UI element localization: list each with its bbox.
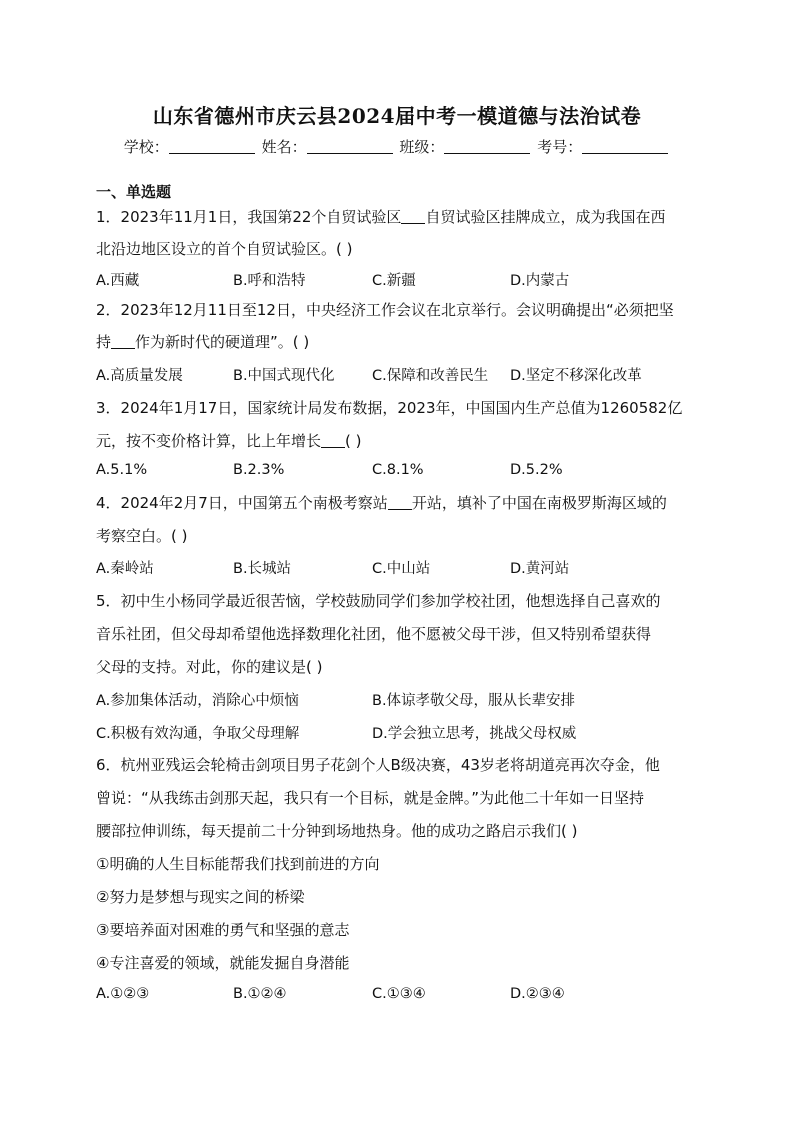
q6-option-c[interactable]: C.①③④ xyxy=(372,986,426,1002)
q4-option-c[interactable]: C.中山站 xyxy=(372,561,431,577)
q3-blank xyxy=(321,433,345,448)
q3-option-a[interactable]: A.5.1% xyxy=(96,462,148,478)
name-blank[interactable] xyxy=(307,139,393,154)
q5-option-c[interactable]: C.积极有效沟通，争取父母理解 xyxy=(96,726,300,742)
q1-blank xyxy=(401,209,425,224)
q3-text-a: 元，按不变价格计算，比上年增长 xyxy=(96,432,322,450)
q6-statement-1: ①明确的人生目标能帮我们找到前进的方向 xyxy=(96,855,380,873)
q6-line3: 腰部拉伸训练，每天提前二十分钟到场地热身。他的成功之路启示我们( ) xyxy=(96,822,578,840)
q4-line2: 考察空白。( ) xyxy=(96,527,188,545)
q6-statement-3: ③要培养面对困难的勇气和坚强的意志 xyxy=(96,921,350,939)
exam-title: 山东省德州市庆云县2024届中考一模道德与法治试卷 xyxy=(152,104,642,128)
student-info-line xyxy=(0,136,794,157)
q1-option-a[interactable]: A.西藏 xyxy=(96,273,140,289)
q2-option-a[interactable]: A.高质量发展 xyxy=(96,368,183,384)
q4-line1 xyxy=(96,492,667,513)
q2-text-b: 作为新时代的硬道理”。( ) xyxy=(135,333,310,351)
q5-line1: 5．初中生小杨同学最近很苦恼，学校鼓励同学们参加学校社团，他想选择自己喜欢的 xyxy=(96,592,661,610)
exam-number-label: 考号： xyxy=(537,138,583,156)
q1-option-c[interactable]: C.新疆 xyxy=(372,273,416,289)
q4-option-b[interactable]: B.长城站 xyxy=(233,561,292,577)
q4-option-a[interactable]: A.秦岭站 xyxy=(96,561,154,577)
q6-option-d[interactable]: D.②③④ xyxy=(510,986,565,1002)
q3-line1: 3．2024年1月17日，国家统计局发布数据，2023年，中国国内生产总值为1260582亿 xyxy=(96,399,683,417)
q6-option-a[interactable]: A.①②③ xyxy=(96,986,150,1002)
school-blank[interactable] xyxy=(169,139,255,154)
q1-text-a: 1．2023年11月1日，我国第22个自贸试验区 xyxy=(96,208,402,226)
q2-option-d[interactable]: D.坚定不移深化改革 xyxy=(510,368,642,384)
name-label: 姓名： xyxy=(261,138,307,156)
q4-text-b: 开站，填补了中国在南极罗斯海区域的 xyxy=(411,494,667,512)
q6-line2: 曾说：“从我练击剑那天起，我只有一个目标，就是金牌。”为此他二十年如一日坚持 xyxy=(96,789,645,807)
q4-text-a: 4．2024年2月7日，中国第五个南极考察站 xyxy=(96,494,388,512)
q3-option-d[interactable]: D.5.2% xyxy=(510,462,563,478)
q6-statement-4: ④专注喜爱的领域，就能发掘自身潜能 xyxy=(96,954,350,972)
q2-text-a: 持 xyxy=(96,333,112,351)
q1-line2: 北沿边地区设立的首个自贸试验区。( ) xyxy=(96,240,353,258)
class-label: 班级： xyxy=(399,138,445,156)
q2-blank xyxy=(111,334,135,349)
q6-line1: 6．杭州亚残运会轮椅击剑项目男子花剑个人B级决赛，43岁老将胡道亮再次夺金，他 xyxy=(96,756,660,774)
q2-option-b[interactable]: B.中国式现代化 xyxy=(233,368,335,384)
q5-line2: 音乐社团，但父母却希望他选择数理化社团，他不愿被父母干涉，但又特别希望获得 xyxy=(96,625,652,643)
q5-option-d[interactable]: D.学会独立思考，挑战父母权威 xyxy=(372,726,577,742)
q1-text-b: 自贸试验区挂牌成立，成为我国在西 xyxy=(425,208,666,226)
q3-text-b: ( ) xyxy=(345,432,362,450)
q4-option-d[interactable]: D.黄河站 xyxy=(510,561,570,577)
q3-line2 xyxy=(96,430,362,451)
exam-number-blank[interactable] xyxy=(582,139,668,154)
q1-option-d[interactable]: D.内蒙古 xyxy=(510,273,570,289)
school-label: 学校： xyxy=(123,138,169,156)
q1-line1 xyxy=(96,206,665,227)
q5-option-a[interactable]: A.参加集体活动，消除心中烦恼 xyxy=(96,693,299,709)
q2-line1: 2．2023年12月11日至12日，中央经济工作会议在北京举行。会议明确提出“必须把坚 xyxy=(96,301,674,319)
q2-line2 xyxy=(96,331,309,352)
q6-statement-2: ②努力是梦想与现实之间的桥梁 xyxy=(96,888,305,906)
class-blank[interactable] xyxy=(444,139,530,154)
q6-option-b[interactable]: B.①②④ xyxy=(233,986,287,1002)
q3-option-b[interactable]: B.2.3% xyxy=(233,462,285,478)
q4-blank xyxy=(388,495,412,510)
q5-line3: 父母的支持。对此，你的建议是( ) xyxy=(96,658,323,676)
q5-option-b[interactable]: B.体谅孝敬父母，服从长辈安排 xyxy=(372,693,576,709)
section-title: 一、单选题 xyxy=(96,183,172,201)
q2-option-c[interactable]: C.保障和改善民生 xyxy=(372,368,489,384)
q3-option-c[interactable]: C.8.1% xyxy=(372,462,424,478)
q1-option-b[interactable]: B.呼和浩特 xyxy=(233,273,306,289)
